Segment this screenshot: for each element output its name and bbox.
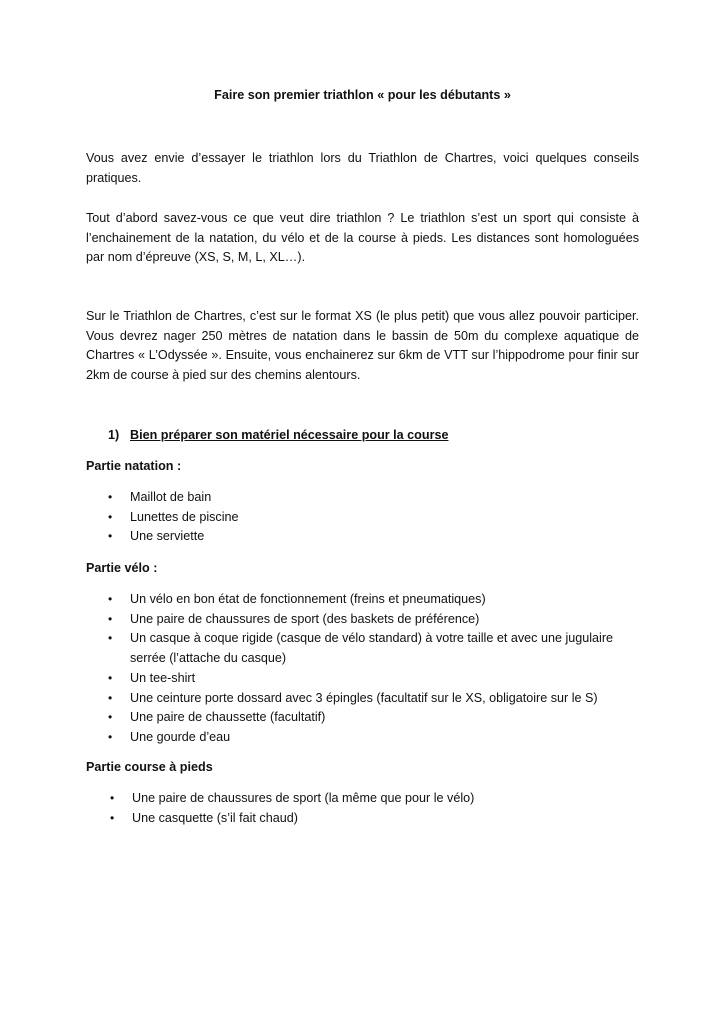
bullet-icon: • xyxy=(108,509,113,524)
list-item xyxy=(108,508,648,528)
list-item xyxy=(108,708,648,728)
list-item-text: Un casque à coque rigide (casque de vélo standard) à votre taille et avec une jugulaire serrée (l’attache du casque) xyxy=(130,631,614,666)
list-item-text: Une serviette xyxy=(130,529,205,544)
bullet-icon: • xyxy=(108,631,113,646)
section-heading xyxy=(108,428,448,442)
bullet-icon: • xyxy=(108,729,113,744)
list-item xyxy=(108,689,648,709)
list-item xyxy=(108,590,648,610)
velo-heading: Partie vélo : xyxy=(86,561,158,575)
list-item-text: Une paire de chaussette (facultatif) xyxy=(130,710,326,725)
section-number: 1) xyxy=(108,428,120,442)
list-item-text: Maillot de bain xyxy=(130,490,212,504)
bullet-icon: • xyxy=(108,611,113,626)
velo-list xyxy=(108,590,648,748)
bullet-icon: • xyxy=(108,710,113,725)
list-item-text: Une paire de chaussures de sport (des baskets de préférence) xyxy=(130,611,480,626)
list-item xyxy=(108,488,648,508)
document-title: Faire son premier triathlon « pour les débutants » xyxy=(214,88,511,102)
list-item-text: Une casquette (s’il fait chaud) xyxy=(132,810,298,825)
natation-list xyxy=(108,488,648,547)
list-item-text: Un vélo en bon état de fonctionnement (freins et pneumatiques) xyxy=(130,592,486,606)
list-item xyxy=(110,809,650,829)
list-item xyxy=(110,789,650,809)
bullet-icon: • xyxy=(108,690,113,705)
bullet-icon: • xyxy=(110,810,115,825)
list-item xyxy=(108,629,648,668)
bullet-icon: • xyxy=(108,592,113,606)
course-list xyxy=(110,789,650,828)
list-item-text: Une ceinture porte dossard avec 3 épingles (facultatif sur le XS, obligatoire sur le S) xyxy=(130,690,598,705)
definition-paragraph: Tout d’abord savez-vous ce que veut dire triathlon ? Le triathlon s’est un sport qui consiste à l’enchainement de la natation, du vélo et de la course à pieds. Les distances sont homologuées par nom d’épreuve (XS, S, M, L, XL…). xyxy=(86,211,639,265)
intro-paragraph: Vous avez envie d’essayer le triathlon lors du Triathlon de Chartres, voici quelques conseils pratiques. xyxy=(86,151,639,185)
list-item-text: Une paire de chaussures de sport (la même que pour le vélo) xyxy=(132,791,475,805)
list-item xyxy=(108,669,648,689)
bullet-icon: • xyxy=(108,490,113,504)
bullet-icon: • xyxy=(108,529,113,544)
section-label: Bien préparer son matériel nécessaire pour la course xyxy=(130,428,449,442)
list-item-text: Une gourde d’eau xyxy=(130,729,231,744)
bullet-icon: • xyxy=(110,791,115,805)
course-heading: Partie course à pieds xyxy=(86,760,213,774)
list-item-text: Lunettes de piscine xyxy=(130,509,239,524)
list-item-text: Un tee-shirt xyxy=(130,670,196,685)
list-item xyxy=(108,610,648,630)
bullet-icon: • xyxy=(108,670,113,685)
list-item xyxy=(108,527,648,547)
natation-heading: Partie natation : xyxy=(86,459,182,473)
format-paragraph: Sur le Triathlon de Chartres, c’est sur le format XS (le plus petit) que vous allez pouvoir participer. Vous devrez nager 250 mètres de natation dans le bassin de 50m du complexe aquatique de Chartres « L’Odyssée ». Ensuite, vous enchainerez sur 6km de VTT sur l’hippodrome pour finir sur 2km de course à pied sur des chemins alentours. xyxy=(86,309,639,383)
list-item xyxy=(108,728,648,748)
